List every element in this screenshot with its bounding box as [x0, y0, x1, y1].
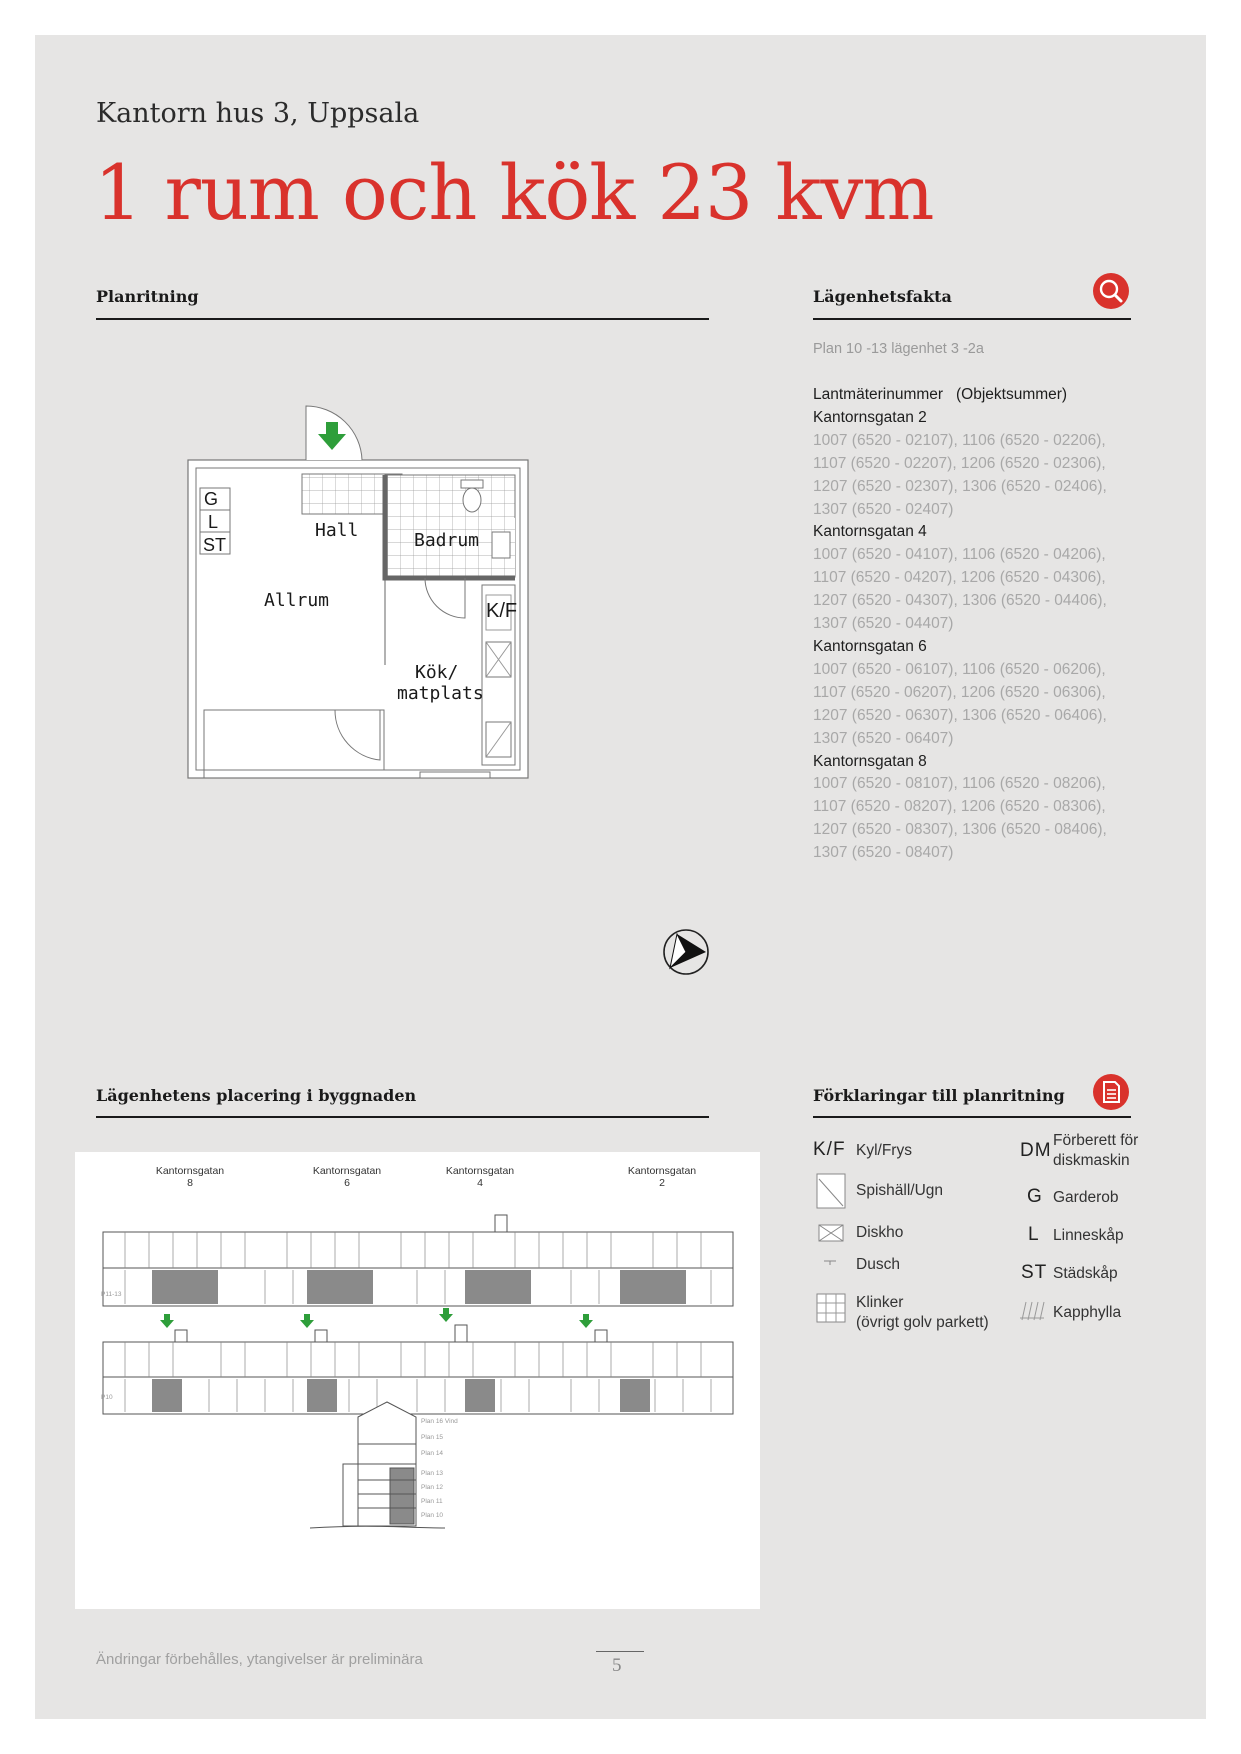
sink-legend-icon — [818, 1224, 844, 1242]
legend-kylfrys: Kyl/Frys — [856, 1142, 912, 1159]
legend-forberett: Förberett för — [1053, 1132, 1139, 1149]
street-label-name: Kantornsgatan — [627, 1165, 697, 1177]
plan-info: Plan 10 -13 lägenhet 3 -2a — [813, 341, 984, 357]
room-badrum: Badrum — [414, 530, 480, 551]
building-plan — [75, 1152, 760, 1609]
legend-code-dm: DM — [1020, 1140, 1052, 1161]
toilet — [463, 488, 481, 512]
coat-rack-legend-icon — [1018, 1300, 1046, 1322]
legend-code-st: ST — [1021, 1262, 1048, 1283]
planritning-heading: Planritning — [96, 287, 199, 306]
floor-plan — [180, 400, 540, 790]
bathroom-sink — [492, 532, 510, 558]
street-label-num: 2 — [659, 1177, 665, 1189]
floor-label-lower: P10 — [101, 1394, 113, 1401]
tile-legend-icon — [816, 1293, 846, 1323]
room-kok-line1: Kök/ — [415, 662, 459, 683]
cabinet-st: ST — [203, 535, 227, 555]
toilet-tank — [461, 480, 483, 488]
section-label: Plan 13 — [421, 1470, 444, 1477]
street-name: Kantornsgatan 4 — [813, 523, 927, 541]
shower-legend-icon — [822, 1258, 838, 1268]
page-number: 5 — [612, 1655, 622, 1676]
legend-stadskap: Städskåp — [1053, 1265, 1118, 1282]
search-icon[interactable] — [1093, 273, 1129, 309]
legend-code-kf: K/F — [813, 1139, 846, 1160]
page-title: 1 rum och kök 23 kvm — [94, 148, 934, 237]
objekt-label: (Objektsummer) — [956, 386, 1068, 403]
section-label: Plan 16 Vind — [421, 1418, 458, 1425]
project-subtitle: Kantorn hus 3, Uppsala — [96, 98, 420, 129]
legend-klinker: Klinker — [856, 1294, 904, 1311]
floor-lower — [103, 1308, 733, 1414]
facts-heading: Lägenhetsfakta — [813, 287, 952, 306]
window — [420, 772, 490, 778]
legend-diskho: Diskho — [856, 1224, 904, 1241]
fact-line: 1307 (6520 - 04407) — [813, 615, 954, 633]
stove-legend-icon — [816, 1173, 846, 1209]
section-label: Plan 11 — [421, 1498, 443, 1505]
document-icon[interactable] — [1093, 1074, 1129, 1110]
fact-line: 1007 (6520 - 08107), 1106 (6520 - 08206), — [813, 775, 1106, 793]
lantmateri-row — [813, 384, 1133, 407]
street-label-name: Kantornsgatan — [155, 1165, 225, 1177]
facts-list — [813, 384, 1133, 865]
building-diagram — [75, 1152, 760, 1609]
room-kok-line2: matplats — [397, 683, 484, 704]
fact-line: 1307 (6520 - 06407) — [813, 729, 954, 747]
placement-heading: Lägenhetens placering i byggnaden — [96, 1086, 417, 1105]
street-label-name: Kantornsgatan — [312, 1165, 382, 1177]
legend-garderob: Garderob — [1053, 1189, 1119, 1206]
footer-note: Ändringar förbehålles, ytangivelser är preliminära — [96, 1651, 423, 1668]
placement-rule — [96, 1116, 709, 1118]
street-label-num: 4 — [477, 1177, 483, 1189]
fact-line: 1207 (6520 - 04307), 1306 (6520 - 04406), — [813, 592, 1107, 610]
section-label: Plan 14 — [421, 1450, 444, 1457]
legend-code-l: L — [1028, 1224, 1040, 1245]
floor-label-upper: P11-13 — [101, 1291, 122, 1298]
legend-spishall: Spishäll/Ugn — [856, 1182, 944, 1199]
legend-code-g: G — [1027, 1186, 1043, 1207]
fact-line: 1207 (6520 - 02307), 1306 (6520 - 02406), — [813, 477, 1107, 495]
cabinet-l: L — [208, 512, 219, 532]
street-name: Kantornsgatan 6 — [813, 637, 927, 655]
legend-dusch: Dusch — [856, 1256, 900, 1273]
street-label-num: 6 — [344, 1177, 350, 1189]
street-label-name: Kantornsgatan — [445, 1165, 515, 1177]
fact-line: 1007 (6520 - 02107), 1106 (6520 - 02206), — [813, 431, 1106, 449]
fact-line: 1307 (6520 - 08407) — [813, 844, 954, 862]
fact-line: 1207 (6520 - 06307), 1306 (6520 - 06406), — [813, 706, 1107, 724]
legend-kapphylla: Kapphylla — [1053, 1304, 1122, 1321]
facts-rule — [813, 318, 1131, 320]
room-hall: Hall — [315, 520, 359, 541]
street-name: Kantornsgatan 2 — [813, 408, 927, 426]
balcony — [204, 710, 384, 770]
section-label: Plan 12 — [421, 1484, 444, 1491]
fact-line: 1207 (6520 - 08307), 1306 (6520 - 08406), — [813, 821, 1107, 839]
street-name: Kantornsgatan 8 — [813, 752, 927, 770]
legend-heading: Förklaringar till planritning — [813, 1086, 1065, 1105]
floor-upper — [103, 1215, 733, 1306]
planritning-rule — [96, 318, 709, 320]
cabinet-g: G — [204, 489, 219, 509]
lantmateri-label: Lantmäterinummer — [813, 386, 944, 403]
fact-line: 1007 (6520 - 04107), 1106 (6520 - 04206), — [813, 546, 1106, 564]
room-kf: K/F — [486, 600, 518, 622]
legend-diskmaskin: diskmaskin — [1053, 1152, 1130, 1169]
section-label: Plan 10 — [421, 1512, 444, 1519]
legend-parkett: (övrigt golv parkett) — [856, 1314, 989, 1331]
fact-line: 1107 (6520 - 02207), 1206 (6520 - 02306), — [813, 454, 1106, 472]
section-label: Plan 15 — [421, 1434, 444, 1441]
fact-line: 1307 (6520 - 02407) — [813, 500, 954, 518]
legend-rule — [813, 1116, 1131, 1118]
fact-line: 1107 (6520 - 06207), 1206 (6520 - 06306), — [813, 683, 1106, 701]
page-number-rule — [596, 1651, 644, 1652]
street-label-num: 8 — [187, 1177, 193, 1189]
room-allrum: Allrum — [264, 590, 330, 611]
fact-line: 1107 (6520 - 08207), 1206 (6520 - 08306), — [813, 798, 1106, 816]
legend-linneskap: Linneskåp — [1053, 1227, 1124, 1244]
compass-icon — [662, 928, 710, 976]
fact-line: 1007 (6520 - 06107), 1106 (6520 - 06206), — [813, 660, 1106, 678]
fact-line: 1107 (6520 - 04207), 1206 (6520 - 04306), — [813, 569, 1106, 587]
